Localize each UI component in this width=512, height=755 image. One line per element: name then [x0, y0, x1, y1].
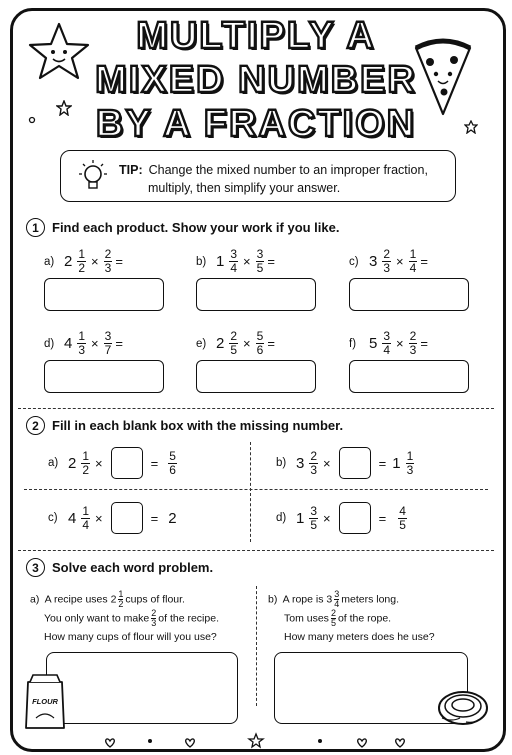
missing-number-box[interactable] — [111, 447, 143, 479]
whole-number: 1 — [296, 509, 305, 527]
problem-label: b) — [196, 255, 207, 268]
tip-text-line-2: multiply, then simplify your answer. — [148, 181, 341, 195]
section-title: Solve each word problem. — [52, 560, 214, 575]
section-title: Find each product. Show your work if you like. — [52, 220, 340, 235]
times-sign: × — [95, 510, 103, 526]
section-number: 3 — [26, 558, 45, 577]
problem-text: A recipe uses 2 — [44, 593, 117, 606]
section-divider — [18, 550, 494, 551]
problem-1-e — [196, 330, 275, 357]
column-divider — [256, 586, 257, 706]
equals-sign: = — [267, 336, 275, 351]
times-sign: × — [323, 455, 331, 471]
problem-question: How many meters does he use? — [284, 631, 435, 643]
whole-number: 4 — [64, 335, 73, 352]
fraction: $\frac{3}{5}$ — [310, 503, 318, 532]
fraction: $\frac{2}{5}$ — [230, 329, 238, 357]
problem-2d — [276, 502, 410, 534]
times-sign: × — [95, 455, 103, 471]
problem-label: a) — [48, 457, 59, 469]
pizza-slice-icon — [410, 36, 476, 118]
times-sign: × — [396, 336, 404, 351]
section-3-heading — [26, 558, 213, 577]
result-fraction: $\frac{5}{6}$ — [169, 448, 176, 477]
problem-2a — [48, 447, 180, 479]
result-whole: 1 — [392, 454, 401, 472]
problem-label: b) — [276, 457, 287, 469]
whole-number: 1 — [216, 253, 225, 270]
problem-text: of the recipe. — [158, 612, 219, 625]
fraction: $\frac{2}{3}$ — [310, 448, 318, 477]
problem-label: a) — [30, 593, 40, 606]
grid-divider-vertical — [250, 442, 251, 542]
tip-box — [60, 150, 456, 202]
times-sign: × — [243, 254, 251, 269]
equals-sign: = — [150, 510, 159, 526]
times-sign: × — [91, 254, 99, 269]
answer-box[interactable] — [196, 360, 316, 393]
title-line-2: MIXED NUMBER — [95, 59, 417, 101]
missing-number-box[interactable] — [339, 447, 371, 479]
problem-text: You only want to make — [44, 612, 150, 625]
grid-divider-horizontal — [24, 489, 488, 490]
fraction: $\frac{1}{2}$ — [78, 247, 86, 275]
whole-number: 2 — [64, 253, 73, 270]
problem-text: of the rope. — [337, 612, 392, 625]
small-star-icon — [464, 120, 478, 134]
times-sign: × — [91, 336, 99, 351]
whole-number: 2 — [216, 335, 225, 352]
fraction: $\frac{3}{4}$ — [334, 589, 340, 609]
problem-label: e) — [196, 337, 207, 350]
whole-number: 3 — [369, 253, 378, 270]
whole-number: 3 — [296, 454, 305, 472]
problem-1-a — [44, 248, 123, 275]
problem-1-b — [196, 248, 275, 275]
equals-sign: = — [420, 254, 428, 269]
problem-2b — [276, 447, 417, 479]
whole-number: 2 — [68, 454, 77, 472]
problem-2c — [48, 502, 179, 534]
whole-number: 5 — [369, 335, 378, 352]
flour-label: FLOUR — [32, 697, 58, 706]
problem-text: Tom uses — [284, 612, 329, 625]
problem-text: cups of flour. — [125, 593, 185, 606]
smiling-star-icon — [24, 20, 94, 82]
fraction: $\frac{1}{3}$ — [78, 329, 86, 357]
fraction: $\frac{1}{2}$ — [82, 448, 90, 477]
fraction: $\frac{5}{6}$ — [256, 329, 264, 357]
section-number: 1 — [26, 218, 45, 237]
problem-label: f) — [349, 337, 357, 350]
title-line-3: BY A FRACTION — [95, 103, 417, 145]
word-problem-a — [30, 590, 252, 646]
whole-number: 4 — [68, 509, 77, 527]
bottom-doodle-row — [100, 732, 412, 750]
section-2-heading — [26, 416, 343, 435]
equals-sign: = — [378, 455, 387, 471]
fraction: $\frac{1}{4}$ — [82, 503, 90, 532]
answer-box[interactable] — [349, 278, 469, 311]
equals-sign: = — [267, 254, 275, 269]
times-sign: × — [396, 254, 404, 269]
answer-box[interactable] — [349, 360, 469, 393]
section-divider — [18, 408, 494, 409]
equals-sign: = — [115, 336, 123, 351]
problem-label: c) — [48, 512, 58, 524]
result-fraction: $\frac{4}{5}$ — [399, 503, 406, 532]
title-line-1: MULTIPLY A — [136, 15, 376, 57]
answer-box-a[interactable] — [46, 652, 238, 724]
lightbulb-icon — [75, 159, 111, 195]
times-sign: × — [243, 336, 251, 351]
fraction: $\frac{3}{5}$ — [256, 247, 264, 275]
missing-number-box[interactable] — [111, 502, 143, 534]
problem-label: a) — [44, 255, 55, 268]
answer-box[interactable] — [44, 360, 164, 393]
word-problem-b — [268, 590, 494, 646]
problem-text: A rope is 3 — [282, 593, 333, 606]
problem-text: meters long. — [341, 593, 400, 606]
tip-label: TIP: — [119, 163, 143, 177]
section-1-heading — [26, 218, 339, 237]
fraction: $\frac{2}{3}$ — [383, 247, 391, 275]
rope-coil-icon — [434, 682, 492, 730]
problem-label: d) — [44, 337, 55, 350]
problem-question: How many cups of flour will you use? — [44, 631, 217, 643]
fraction: $\frac{2}{3}$ — [104, 247, 112, 275]
problem-1-d — [44, 330, 123, 357]
section-title: Fill in each blank box with the missing number. — [52, 418, 344, 433]
equals-sign: = — [115, 254, 123, 269]
problem-1-c — [349, 248, 428, 275]
equals-sign: = — [420, 336, 428, 351]
problem-label: b) — [268, 593, 278, 606]
fraction: $\frac{3}{4}$ — [230, 247, 238, 275]
equals-sign: = — [150, 455, 159, 471]
dot-icon — [28, 116, 36, 124]
fraction: $\frac{2}{3}$ — [409, 329, 417, 357]
problem-label: d) — [276, 512, 287, 524]
problem-label: c) — [349, 255, 359, 268]
result-whole: 2 — [168, 509, 177, 527]
section-number: 2 — [26, 416, 45, 435]
fraction: $\frac{1}{4}$ — [409, 247, 417, 275]
small-star-icon — [56, 100, 72, 116]
equals-sign: = — [378, 510, 387, 526]
fraction: $\frac{2}{3}$ — [151, 608, 157, 628]
fraction: $\frac{1}{2}$ — [118, 589, 124, 609]
problem-1-f — [349, 330, 428, 357]
result-fraction: $\frac{1}{3}$ — [406, 448, 414, 477]
fraction: $\frac{2}{5}$ — [330, 608, 336, 628]
answer-box[interactable] — [196, 278, 316, 311]
missing-number-box[interactable] — [339, 502, 371, 534]
answer-box[interactable] — [44, 278, 164, 311]
times-sign: × — [323, 510, 331, 526]
fraction: $\frac{3}{4}$ — [383, 329, 391, 357]
fraction: $\frac{3}{7}$ — [104, 329, 112, 357]
tip-text-line-1: Change the mixed number to an improper fraction, — [148, 163, 428, 177]
